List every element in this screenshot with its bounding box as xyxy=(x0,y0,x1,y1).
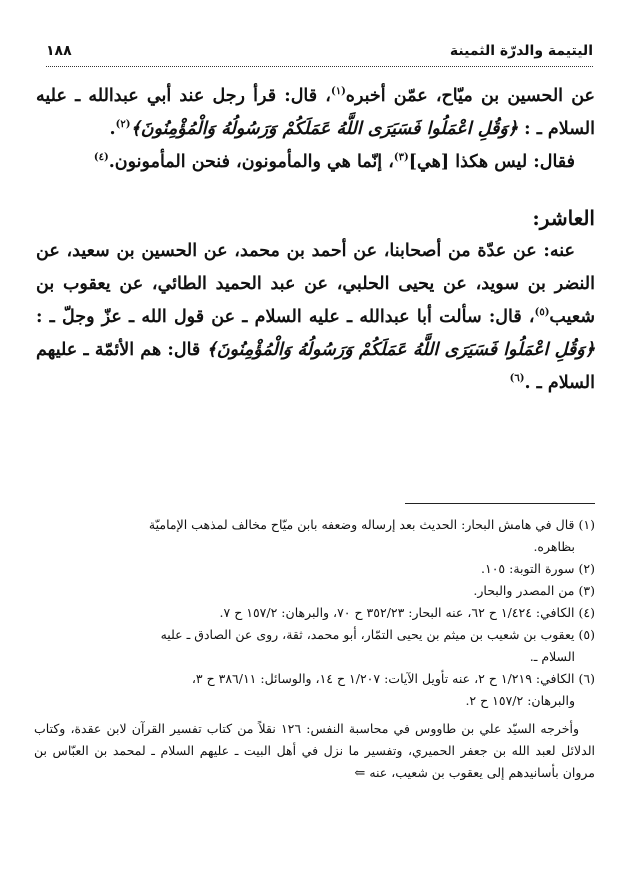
footnote-2 xyxy=(34,558,595,580)
paragraph-2-text-b: ، إنّما هي والمأمونون، فنحن المأمونون. xyxy=(108,152,394,172)
footnote-text: قال في هامش البحار: الحديث بعد إرساله وضعفه بابن ميّاح مخالف لمذهب الإماميّة xyxy=(148,517,575,532)
paragraph-3 xyxy=(36,235,595,400)
paragraph-1-text-b: ، قال: قرأ رجل عند أبي عبدالله ـ عليه السلام ـ : xyxy=(36,86,595,139)
footnote-3 xyxy=(34,580,595,602)
footnote-ref-4: (٤) xyxy=(93,152,109,164)
footnote-para-text: وأخرجه السيّد علي بن طاووس في محاسبة النفس: ١٢٦ نقلاً من كتاب تفسير القرآن لابن عقدة، وكتاب الدلائل لعبد الله بن جعفر الحميري، وتفسير ما نزل في أهل البيت ـ عليهم السلام ـ لمحمد بن العبّاس بن مروان بأسانيدهم إلى يعقوب بن شعيب، عنه xyxy=(34,721,595,780)
footnote-4 xyxy=(34,602,595,624)
footnote-cont: والبرهان: ١٥٧/٢ ح ٢. xyxy=(465,693,575,708)
footnote-num: (٦) xyxy=(578,671,595,686)
running-title: اليتيمة والدرّة الثمينة xyxy=(449,43,593,59)
footnote-ref-6: (٦) xyxy=(509,373,525,385)
page-header xyxy=(46,36,593,67)
quran-verse-2: ﴿وَقُلِ اعْمَلُوا فَسَيَرَى اللَّهُ عَمَلَكُمْ وَرَسُولُهُ وَالْمُؤْمِنُونَ﴾ xyxy=(206,340,595,360)
footnote-ref-1: (١) xyxy=(330,86,346,98)
paragraph-2-text-a: فقال: ليس هكذا [هي] xyxy=(408,152,575,172)
continued-arrow-icon: ⇐ xyxy=(354,766,366,781)
footnote-num: (٢) xyxy=(578,561,595,576)
footnote-6 xyxy=(34,668,595,712)
main-text xyxy=(36,80,595,400)
footnote-separator xyxy=(405,503,595,504)
paragraph-1 xyxy=(36,80,595,146)
footnote-5 xyxy=(34,624,595,668)
quran-verse-1: ﴿وَقُلِ اعْمَلُوا فَسَيَرَى اللَّهُ عَمَلَكُمْ وَرَسُولُهُ وَالْمُؤْمِنُونَ﴾ xyxy=(130,119,519,139)
footnote-num: (٥) xyxy=(578,627,595,642)
footnote-text: من المصدر والبحار. xyxy=(473,583,575,598)
footnote-text: الكافي: ١/٤٢٤ ح ٦٢، عنه البحار: ٣٥٢/٢٣ ح ٧٠، والبرهان: ١٥٧/٢ ح ٧. xyxy=(219,605,575,620)
section-heading: العاشر: xyxy=(532,206,595,230)
footnote-text: سورة التوبة: ١٠٥. xyxy=(481,561,575,576)
footnote-ref-2: (٢) xyxy=(115,119,131,131)
footnote-cont: السلام ـ. xyxy=(529,649,575,664)
footnote-ref-3: (٣) xyxy=(393,152,409,164)
paragraph-1-text-c: . xyxy=(109,119,116,139)
footnote-ref-5: (٥) xyxy=(534,307,550,319)
footnote-num: (٣) xyxy=(578,583,595,598)
page-number: ١٨٨ xyxy=(46,43,72,59)
paragraph-3-text-a: عنه: عن عدّة من أصحابنا، عن أحمد بن محمد، عن الحسين بن سعيد، عن النضر بن سويد، عن يحيى الحلبي، عن عبد الحميد الطائي، عن يعقوب بن شعيب xyxy=(36,241,595,327)
footnotes xyxy=(34,514,595,785)
paragraph-2 xyxy=(36,146,595,179)
footnote-num: (٤) xyxy=(578,605,595,620)
paragraph-3-text-c: قال: هم الأئمّة ـ عليهم السلام ـ . xyxy=(36,340,595,393)
footnote-num: (١) xyxy=(578,517,595,532)
footnote-cont: بظاهره. xyxy=(533,539,575,554)
paragraph-3-text-b: ، قال: سألت أبا عبدالله ـ عليه السلام ـ عن قول الله ـ عزّ وجلّ ـ : xyxy=(36,307,535,327)
footnote-1 xyxy=(34,514,595,558)
footnote-text: يعقوب بن شعيب بن ميثم بن يحيى التمّار، أبو محمد، ثقة، روى عن الصادق ـ عليه xyxy=(160,627,575,642)
footnote-6-extra xyxy=(34,718,595,785)
paragraph-1-text-a: عن الحسين بن ميّاح، عمّن أخبره xyxy=(345,86,595,106)
footnote-text: الكافي: ١/٢١٩ ح ٢، عنه تأويل الآيات: ١/٢٠٧ ح ١٤، والوسائل: ٣٨٦/١١ ح ٣، xyxy=(191,671,575,686)
